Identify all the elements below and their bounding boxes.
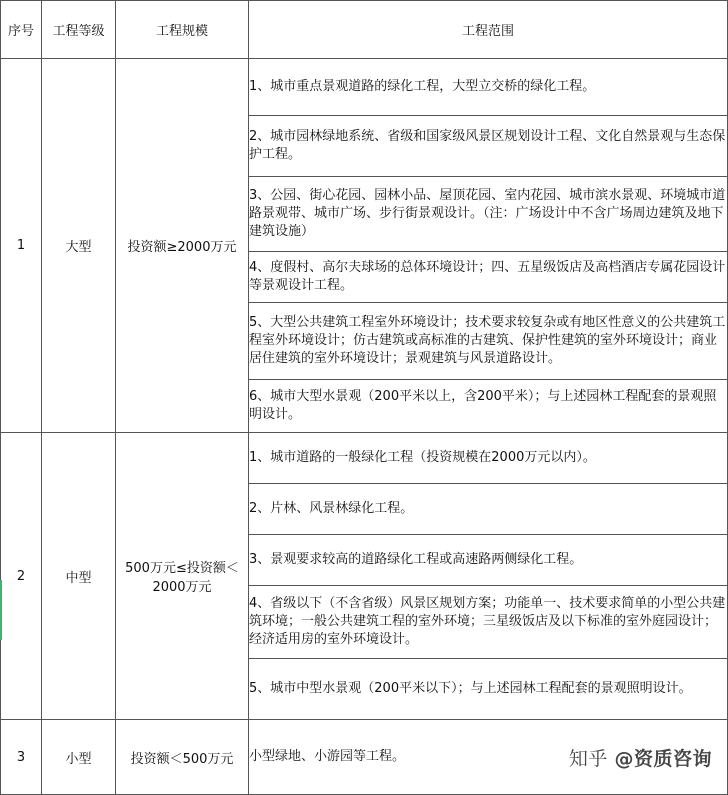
- header-scope: 工程范围: [249, 1, 728, 59]
- cell-grade: 大型: [42, 59, 116, 433]
- header-row: [1, 1, 728, 59]
- table-row: [1, 433, 728, 484]
- cell-scale: 投资额＜500万元: [116, 720, 249, 795]
- cell-grade: 中型: [42, 433, 116, 720]
- cell-no: 2: [1, 433, 42, 720]
- cell-scope: 5、城市中型水景观（200平米以下）；与上述园林工程配套的景观照明设计。: [249, 659, 728, 720]
- cell-scope: 1、城市道路的一般绿化工程（投资规模在2000万元以内）。: [249, 433, 728, 484]
- cell-scope: 6、城市大型水景观（200平米以上，含200平米）；与上述园林工程配套的景观照明设计。: [249, 380, 728, 433]
- cell-scale: 投资额≥2000万元: [116, 59, 249, 433]
- header-scale: 工程规模: [116, 1, 249, 59]
- cell-scope: 小型绿地、小游园等工程。: [249, 720, 728, 795]
- watermark-account: @资质咨询: [614, 748, 712, 770]
- cell-scale: 500万元≤投资额＜2000万元: [116, 433, 249, 720]
- watermark-brand: 知乎: [568, 748, 608, 770]
- cell-scope: 4、度假村、高尔夫球场的总体环境设计；四、五星级饭店及高档酒店专属花园设计等景观设计工程。: [249, 252, 728, 303]
- cell-grade: 小型: [42, 720, 116, 795]
- watermark: [567, 744, 714, 771]
- cell-scope: 5、大型公共建筑工程室外环境设计；技术要求较复杂或有地区性意义的公共建筑工程室外环境设计；仿古建筑或高标准的古建筑、保护性建筑的室外环境设计；商业居住建筑的室外环境设计；景观建筑与风景道路设计。: [249, 303, 728, 380]
- cell-scope: 2、片林、风景林绿化工程。: [249, 484, 728, 535]
- row-edge-marker: [0, 580, 2, 640]
- cell-scope: 4、省级以下（不含省级）风景区规划方案；功能单一、技术要求简单的小型公共建筑环境；一般公共建筑工程的室外环境；三星级饭店及以下标准的室外庭园设计；经济适用房的室外环境设计。: [249, 586, 728, 659]
- cell-scope: 3、公园、街心花园、园林小品、屋顶花园、室内花园、城市滨水景观、环境城市道路景观带、城市广场、步行街景观设计。（注：广场设计中不含广场周边建筑及地下建筑设施）: [249, 177, 728, 252]
- cell-scope: 1、城市重点景观道路的绿化工程，大型立交桥的绿化工程。: [249, 59, 728, 116]
- cell-scope: 2、城市园林绿地系统、省级和国家级风景区规划设计工程、文化自然景观与生态保护工程。: [249, 116, 728, 177]
- table-row: [1, 59, 728, 116]
- cell-scope: 3、景观要求较高的道路绿化工程或高速路两侧绿化工程。: [249, 535, 728, 586]
- cell-no: 1: [1, 59, 42, 433]
- header-grade: 工程等级: [42, 1, 116, 59]
- cell-no: 3: [1, 720, 42, 795]
- header-no: 序号: [1, 1, 42, 59]
